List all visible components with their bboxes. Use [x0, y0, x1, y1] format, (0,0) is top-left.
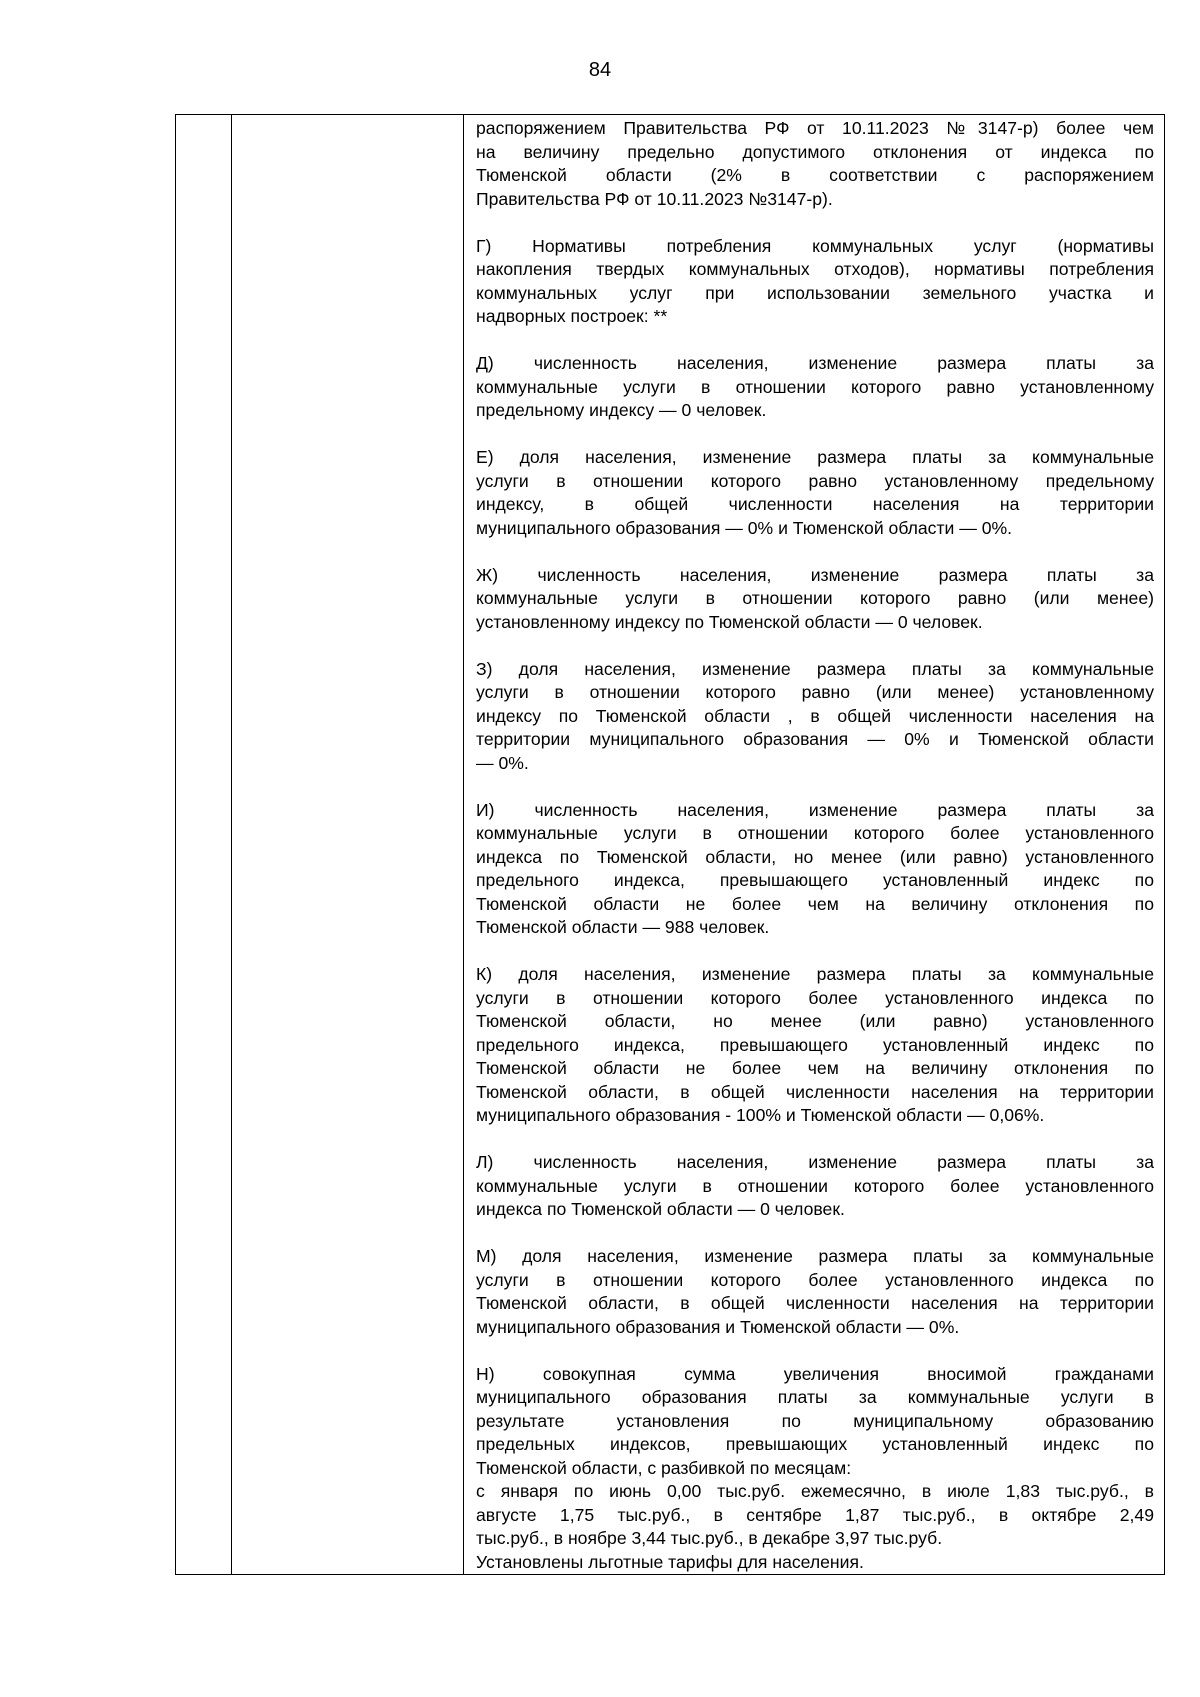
text-line: предельному индексу — 0 человек.: [476, 400, 767, 420]
table-row: [176, 115, 1165, 1575]
text-line: индексу по Тюменской области , в общей численности населения на: [476, 705, 1154, 726]
text-line: индекса по Тюменской области — 0 человек.: [476, 1199, 845, 1219]
text-line: муниципального образования и Тюменской области — 0%.: [476, 1316, 960, 1337]
paragraph: [476, 1245, 1154, 1339]
text-line: услуги в отношении которого равно (или менее) установленному: [476, 682, 1154, 702]
text-line: коммунальные услуги в отношении которого равно (или менее): [476, 588, 1154, 608]
text-line: услуги в отношении которого более установленного индекса по: [476, 1269, 1154, 1290]
text-line: установленному индексу по Тюменской области — 0 человек.: [476, 611, 983, 632]
text-line: Е) доля населения, изменение размера платы за коммунальные: [476, 447, 1154, 467]
text-line: результате установления по муниципальному образованию: [476, 1410, 1154, 1431]
text-line: с января по июнь 0,00 тыс.руб. ежемесячно, в июле 1,83 тыс.руб., в: [476, 1481, 1154, 1501]
paragraph: [476, 799, 1154, 940]
table-cell-number: [176, 115, 232, 1575]
text-line: муниципального образования — 0% и Тюменской области — 0%.: [476, 517, 1013, 538]
paragraph: [476, 352, 1154, 423]
paragraph: [476, 446, 1154, 540]
text-line: Г) Нормативы потребления коммунальных услуг (нормативы: [476, 235, 1154, 256]
text-line: муниципального образования платы за коммунальные услуги в: [476, 1387, 1154, 1407]
paragraph: [476, 1363, 1154, 1575]
text-line: муниципального образования - 100% и Тюменской области — 0,06%.: [476, 1105, 1045, 1125]
text-line: индексу, в общей численности населения на территории: [476, 494, 1154, 514]
text-line: предельного индекса, превышающего установленный индекс по: [476, 870, 1154, 890]
text-line: тыс.руб., в ноябре 3,44 тыс.руб., в декабре 3,97 тыс.руб.: [476, 1528, 943, 1548]
text-line: Тюменской области не более чем на величину отклонения по: [476, 893, 1154, 914]
text-line: Тюменской области, но менее (или равно) установленного: [476, 1011, 1154, 1031]
text-line: индекса по Тюменской области, но менее (или равно) установленного: [476, 846, 1154, 867]
text-line: коммунальные услуги в отношении которого более установленного: [476, 823, 1154, 843]
text-line: коммунальные услуги в отношении которого более установленного: [476, 1175, 1154, 1196]
text-line: Тюменской области (2% в соответствии с распоряжением: [476, 165, 1154, 185]
paragraph: [476, 1151, 1154, 1222]
text-line: Тюменской области не более чем на величину отклонения по: [476, 1058, 1154, 1078]
text-line: на величину предельно допустимого отклонения от индекса по: [476, 141, 1154, 162]
text-line: территории муниципального образования — 0% и Тюменской области: [476, 729, 1154, 749]
text-line: коммунальных услуг при использовании земельного участка и: [476, 282, 1154, 303]
content-text: [464, 115, 1164, 1574]
text-line: Д) численность населения, изменение размера платы за: [476, 353, 1154, 373]
text-line: августе 1,75 тыс.руб., в сентябре 1,87 тыс.руб., в октябре 2,49: [476, 1504, 1154, 1525]
text-line: К) доля населения, изменение размера платы за коммунальные: [476, 964, 1154, 984]
table-cell-name: [232, 115, 464, 1575]
text-line: надворных построек: **: [476, 306, 668, 326]
text-line: коммунальные услуги в отношении которого равно установленному: [476, 376, 1154, 397]
text-line: услуги в отношении которого более установленного индекса по: [476, 987, 1154, 1008]
paragraph: [476, 963, 1154, 1128]
text-line: накопления твердых коммунальных отходов), нормативы потребления: [476, 259, 1154, 279]
text-line: Правительства РФ от 10.11.2023 №3147-р).: [476, 188, 833, 209]
paragraph: [476, 658, 1154, 776]
text-line: Л) численность населения, изменение размера платы за: [476, 1152, 1154, 1172]
text-line: распоряжением Правительства РФ от 10.11.2023 №3147-р) более чем: [476, 118, 1154, 138]
page-number: 84: [588, 59, 612, 81]
paragraph: [476, 235, 1154, 329]
text-line: М) доля населения, изменение размера платы за коммунальные: [476, 1246, 1154, 1266]
text-line: предельных индексов, превышающих установленный индекс по: [476, 1434, 1154, 1454]
document-table: [175, 114, 1165, 1575]
text-line: — 0%.: [476, 752, 529, 773]
text-line: предельного индекса, превышающего установленный индекс по: [476, 1034, 1154, 1055]
text-line: Н) совокупная сумма увеличения вносимой гражданами: [476, 1363, 1154, 1384]
text-line: Тюменской области, с разбивкой по месяцам:: [476, 1457, 852, 1478]
text-line: услуги в отношении которого равно установленному предельному: [476, 470, 1154, 491]
text-line: Тюменской области, в общей численности населения на территории: [476, 1293, 1154, 1313]
paragraph: [476, 564, 1154, 635]
text-line: Тюменской области — 988 человек.: [476, 917, 770, 937]
text-line: Установлены льготные тарифы для населения.: [476, 1551, 864, 1572]
text-line: З) доля населения, изменение размера платы за коммунальные: [476, 658, 1154, 679]
text-line: И) численность населения, изменение размера платы за: [476, 799, 1154, 820]
text-line: Ж) численность населения, изменение размера платы за: [476, 564, 1154, 585]
text-line: Тюменской области, в общей численности населения на территории: [476, 1081, 1154, 1102]
paragraph: [476, 117, 1154, 211]
table-cell-content: [464, 115, 1165, 1575]
